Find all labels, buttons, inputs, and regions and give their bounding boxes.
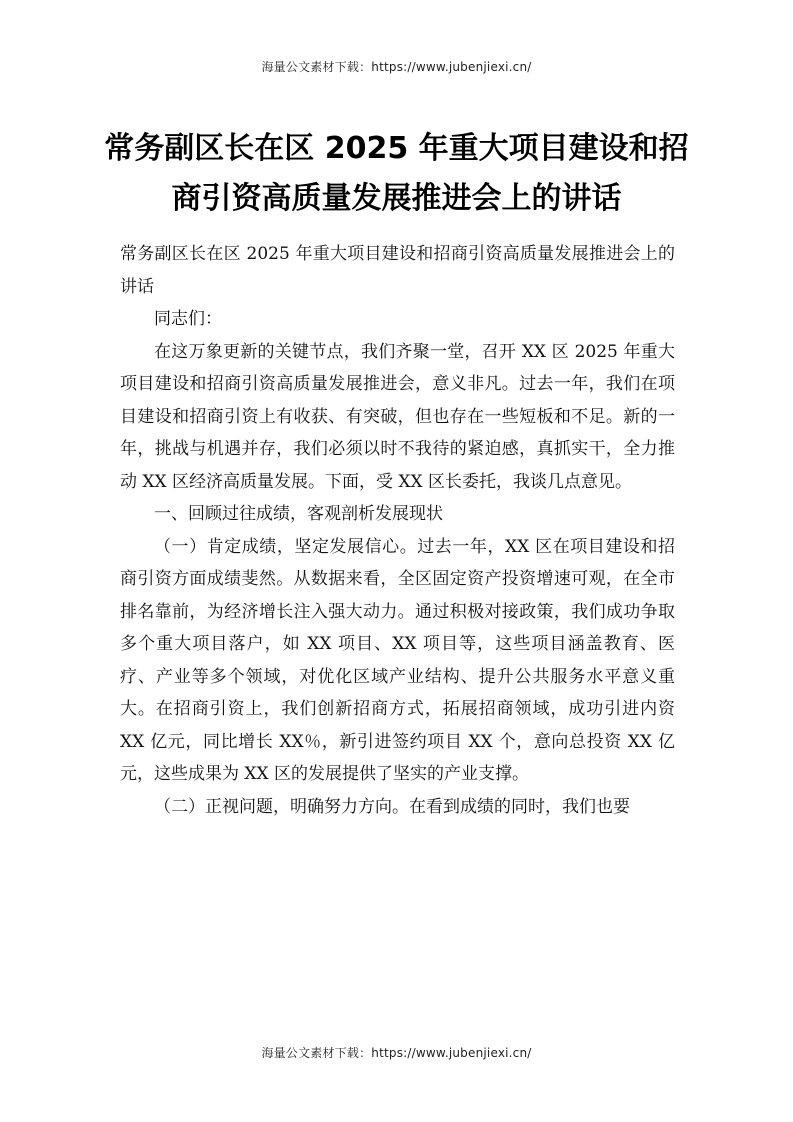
subtitle-paragraph: 常务副区长在区 2025 年重大项目建设和招商引资高质量发展推进会上的讲话 (120, 244, 675, 297)
page-header: 海量公文素材下载：https://www.jubenjiexi.cn/ (261, 60, 532, 74)
section-heading-1: 一、回顾过往成绩，客观剖析发展现状 (154, 504, 443, 524)
subsection-1-paragraph: （一）肯定成绩，坚定发展信心。过去一年，XX 区在项目建设和招商引资方面成绩斐然。从数据来看，全区固定资产投资增速可观，在全市排名靠前，为经济增长注入强大动力。通过积极对接政策，我们成功争取多个重大项目落户，如 XX 项目、XX 项目等，这些项目涵盖教育、医疗、产业等多个领域，对优化区域产业结构、提升公共服务水平意义重大。在招商引资上，我们创新招商方式，拓展招商领域，成功引进内资 XX 亿元，同比增长 XX％，新引进签约项目 XX 个，意向总投资 XX 亿元，这些成果为 XX 区的发展提供了坚实的产业支撑。 (120, 536, 675, 784)
title-line-1: 常务副区长在区 2025 年重大项目建设和招 (104, 131, 689, 166)
opening-paragraph: 在这万象更新的关键节点，我们齐聚一堂，召开 XX 区 2025 年重大项目建设和招商引资高质量发展推进会，意义非凡。过去一年，我们在项目建设和招商引资上有收获、有突破，但也存在一些短板和不足。新的一年，挑战与机遇并存，我们必须以时不我待的紧迫感，真抓实干，全力推动 XX 区经济高质量发展。下面，受 XX 区长委托，我谈几点意见。 (120, 341, 675, 492)
document-body (120, 238, 675, 823)
document-title (100, 124, 693, 224)
subsection-2-paragraph: （二）正视问题，明确努力方向。在看到成绩的同时，我们也要 (154, 796, 630, 817)
salutation: 同志们： (154, 309, 222, 329)
title-line-2: 商引资高质量发展推进会上的讲话 (171, 181, 622, 216)
page-footer: 海量公文素材下载：https://www.jubenjiexi.cn/ (261, 1046, 532, 1060)
